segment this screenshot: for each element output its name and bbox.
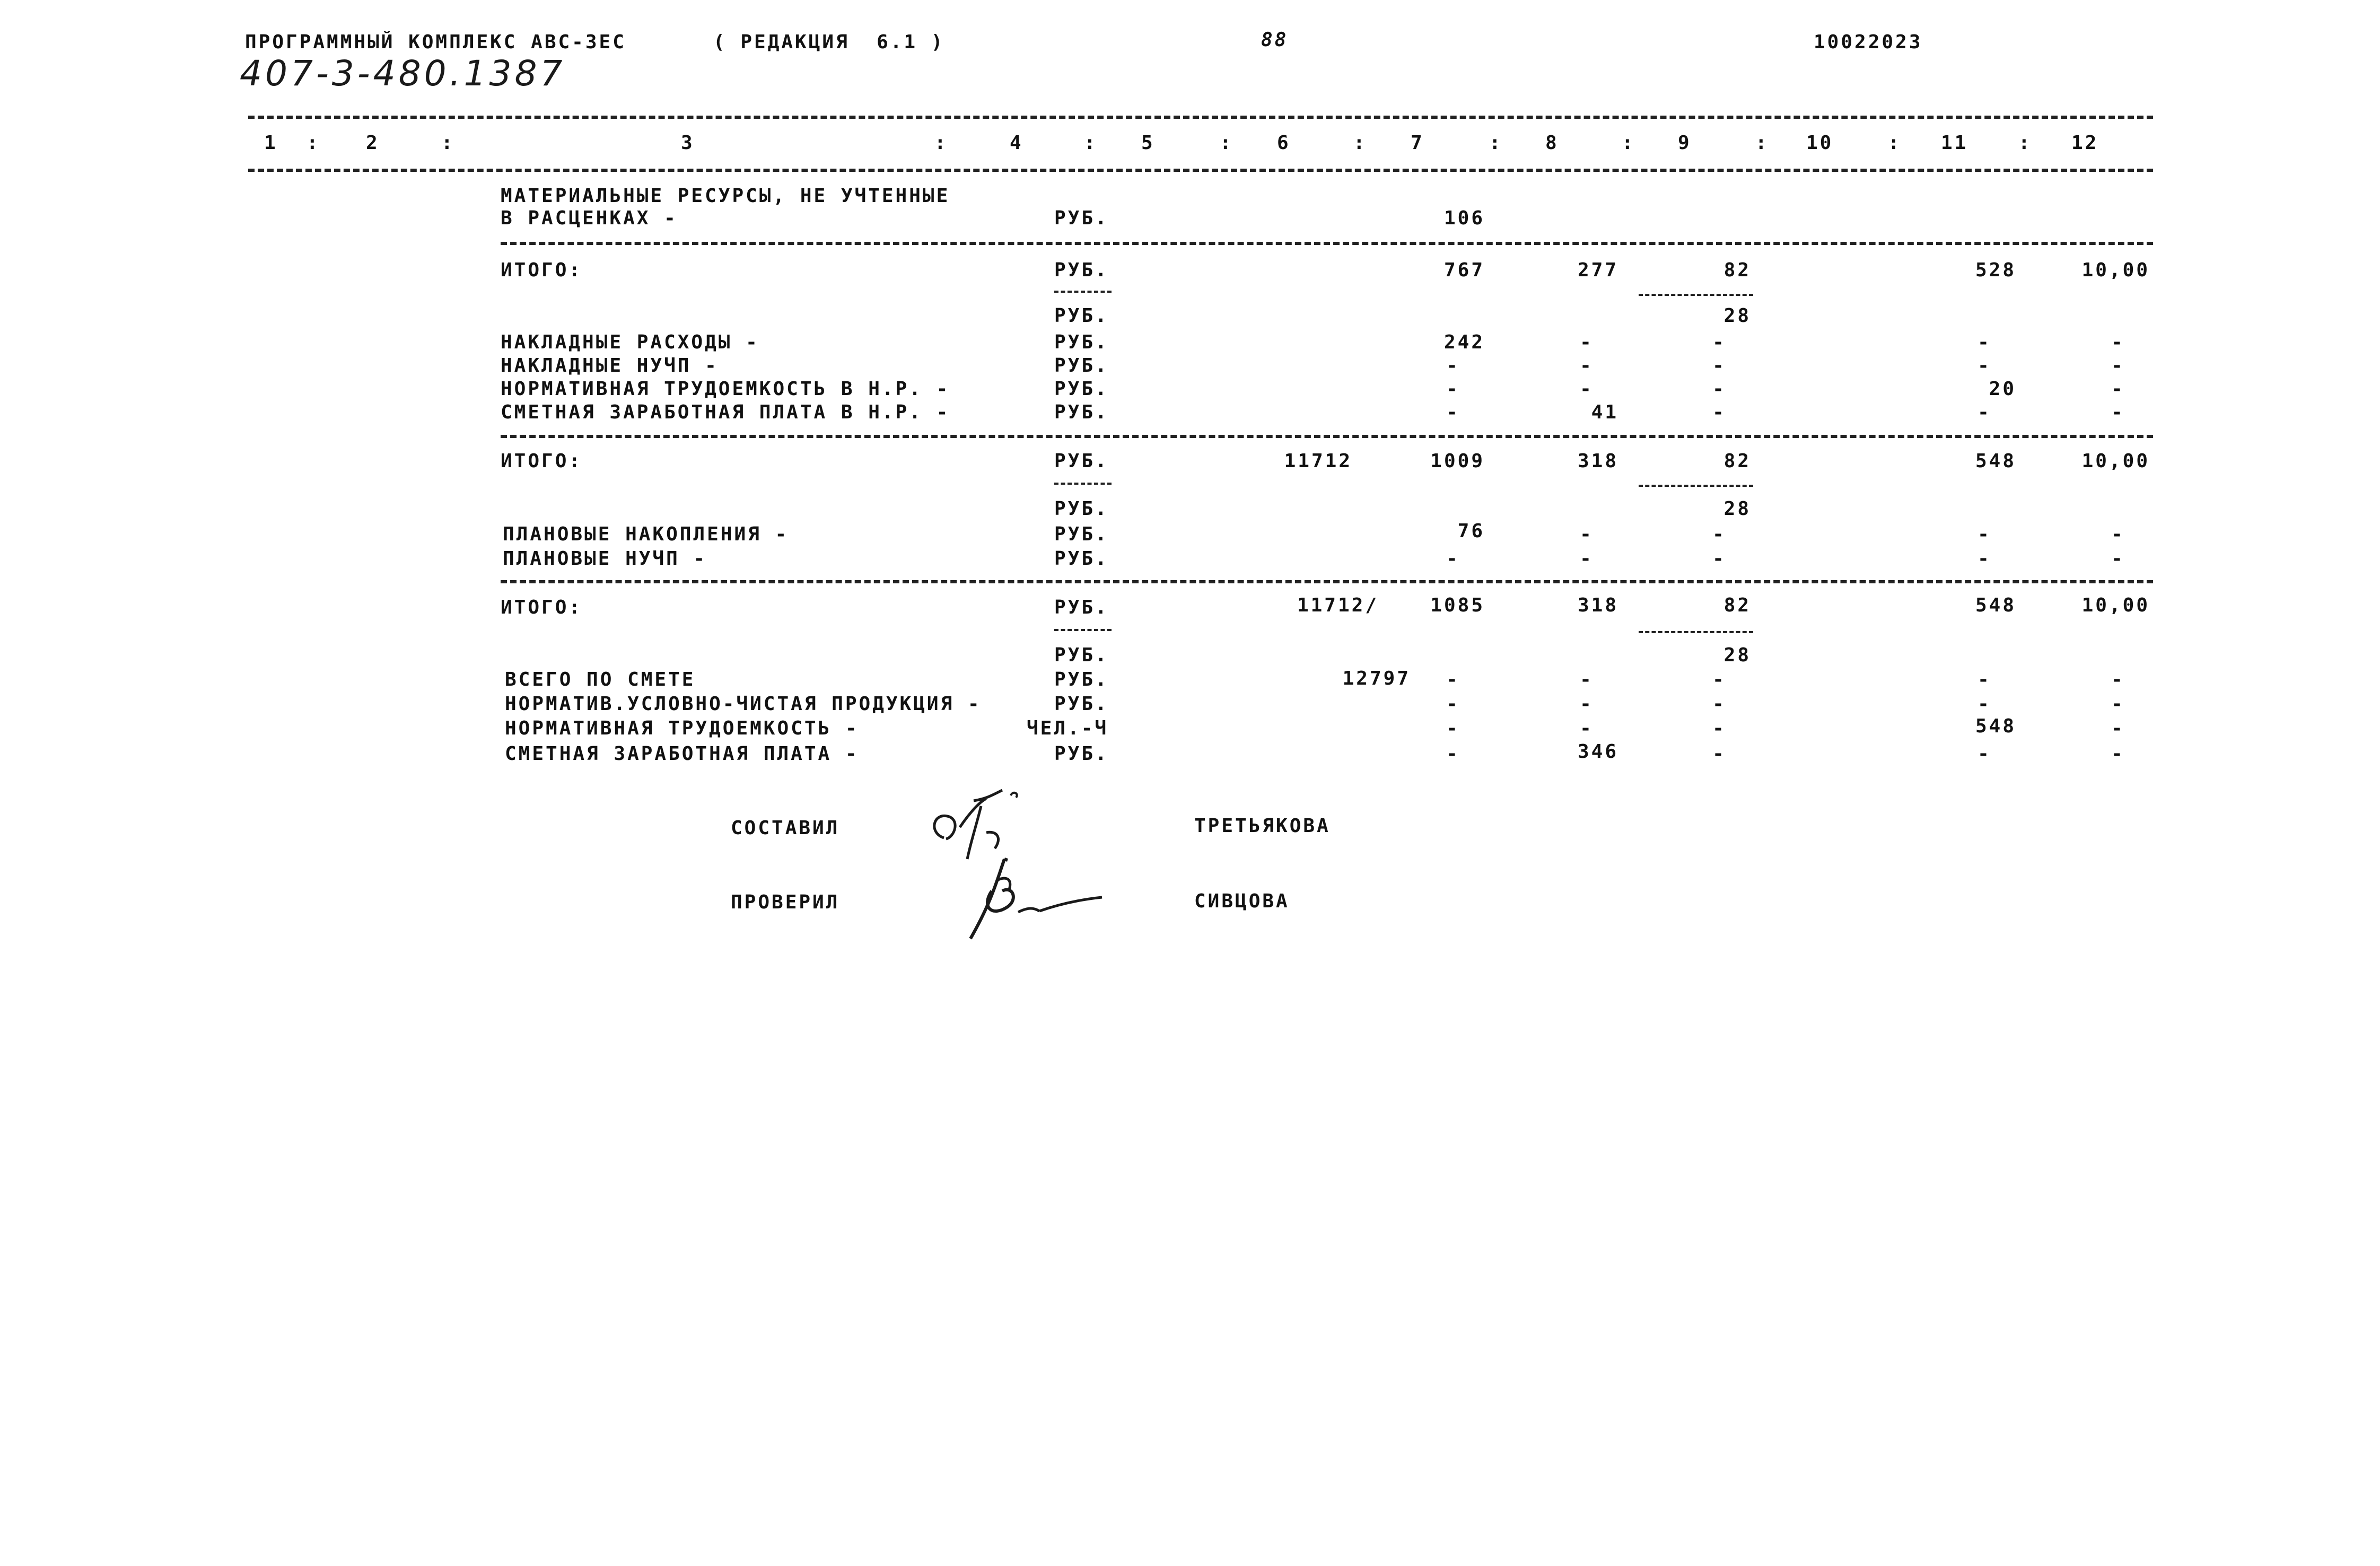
cell-col8: -	[1580, 331, 1594, 353]
cell-col8: -	[1580, 523, 1594, 545]
unit: РУБ.	[1054, 548, 1109, 570]
handwritten-code: 407-3-480.1387	[240, 53, 566, 94]
cell-col9: -	[1712, 743, 1726, 765]
unit-underline	[1054, 483, 1112, 485]
cell-col11: 548	[1975, 715, 2016, 737]
unit-secondary: РУБ.	[1054, 498, 1109, 520]
unit: РУБ.	[1054, 523, 1109, 545]
col-header-8: 8	[1545, 132, 1559, 154]
unit-secondary: РУБ.	[1054, 305, 1109, 327]
cell-col11: 548	[1975, 450, 2016, 472]
col-header-6: 6	[1277, 132, 1291, 154]
cell-col11: -	[1978, 523, 1991, 545]
revision-label: ( РЕДАКЦИЯ 6.1 )	[713, 31, 945, 53]
cell-col12: -	[2111, 718, 2125, 739]
composer-name: ТРЕТЬЯКОВА	[1194, 815, 1331, 837]
col-header-12: 12	[2071, 132, 2099, 154]
unit-underline	[1054, 291, 1112, 293]
cell-col8: -	[1580, 718, 1594, 739]
unit-underline	[1054, 629, 1112, 631]
col-sep: :	[934, 132, 948, 154]
row-label: НОРМАТИВ.УСЛОВНО-ЧИСТАЯ ПРОДУКЦИЯ -	[505, 693, 982, 715]
row-label: СМЕТНАЯ ЗАРАБОТНАЯ ПЛАТА В Н.Р. -	[501, 401, 950, 423]
cell-col9-secondary: 28	[1723, 498, 1751, 520]
cell-col6: 12797	[1342, 668, 1411, 689]
col-sep: :	[1353, 132, 1367, 154]
cell-col8: 318	[1577, 450, 1618, 472]
cell-col7: -	[1446, 693, 1460, 715]
program-title: ПРОГРАММНЫЙ КОМПЛЕКС АВС-3ЕС	[245, 31, 626, 53]
row-label: НАКЛАДНЫЕ НУЧП -	[501, 355, 719, 377]
cell-col11: -	[1978, 331, 1991, 353]
total-label: ИТОГО:	[501, 259, 583, 281]
cell-col9: -	[1712, 548, 1726, 570]
cell-col6: 11712/	[1297, 594, 1379, 616]
cell-col11: -	[1978, 548, 1991, 570]
row-label: НОРМАТИВНАЯ ТРУДОЕМКОСТЬ -	[505, 718, 859, 739]
cell-col6: 11712	[1284, 450, 1352, 472]
cell-col12: 10,00	[2081, 259, 2150, 281]
col9-underline	[1639, 631, 1753, 633]
cell-col8: -	[1580, 693, 1594, 715]
cell-col11: -	[1978, 693, 1991, 715]
header-top-rule	[248, 116, 2153, 119]
checker-signature-icon	[960, 848, 1108, 944]
unit: ЧЕЛ.-Ч	[1027, 718, 1109, 739]
composed-by-label: СОСТАВИЛ	[731, 817, 840, 839]
unit: РУБ.	[1054, 378, 1109, 400]
col-sep: :	[1888, 132, 1902, 154]
cell-col11: 528	[1975, 259, 2016, 281]
cell-col7: 106	[1443, 207, 1485, 229]
col-sep: :	[1755, 132, 1769, 154]
cell-col12: -	[2111, 669, 2125, 690]
unit: РУБ.	[1054, 331, 1109, 353]
cell-col8: 318	[1577, 594, 1618, 616]
row-label-cont: В РАСЦЕНКАХ -	[501, 207, 678, 229]
unit: РУБ.	[1054, 207, 1109, 229]
unit: РУБ.	[1054, 743, 1109, 765]
col-header-4: 4	[1010, 132, 1023, 154]
section-rule	[501, 242, 2153, 245]
cell-col12: -	[2111, 401, 2125, 423]
cell-col9: 82	[1723, 594, 1751, 616]
cell-col8: 41	[1591, 401, 1618, 423]
cell-col11: -	[1978, 355, 1991, 377]
col-sep: :	[1622, 132, 1635, 154]
cell-col7: -	[1446, 718, 1460, 739]
cell-col7: -	[1446, 378, 1460, 400]
cell-col11: -	[1978, 743, 1991, 765]
cell-col11: 20	[1989, 378, 2016, 400]
total-label: ИТОГО:	[501, 597, 583, 618]
cell-col7: 1009	[1430, 450, 1485, 472]
cell-col8: -	[1580, 548, 1594, 570]
cell-col7: 767	[1443, 259, 1485, 281]
cell-col9: -	[1712, 669, 1726, 690]
cell-col7: 76	[1457, 520, 1485, 542]
cell-col12: -	[2111, 743, 2125, 765]
row-label: НОРМАТИВНАЯ ТРУДОЕМКОСТЬ В Н.Р. -	[501, 378, 950, 400]
cell-col11: -	[1978, 669, 1991, 690]
cell-col7: 242	[1443, 331, 1485, 353]
page-number: 88	[1261, 29, 1289, 51]
cell-col12: 10,00	[2081, 594, 2150, 616]
col-sep: :	[441, 132, 455, 154]
section-rule	[501, 435, 2153, 438]
row-label: НАКЛАДНЫЕ РАСХОДЫ -	[501, 331, 759, 353]
cell-col9-secondary: 28	[1723, 644, 1751, 666]
cell-col8: -	[1580, 378, 1594, 400]
cell-col7: -	[1446, 548, 1460, 570]
cell-col11: -	[1978, 401, 1991, 423]
row-label: ВСЕГО ПО СМЕТЕ	[505, 669, 696, 690]
col-header-11: 11	[1941, 132, 1968, 154]
cell-col12: 10,00	[2081, 450, 2150, 472]
col-sep: :	[2018, 132, 2032, 154]
unit: РУБ.	[1054, 450, 1109, 472]
row-label: ПЛАНОВЫЕ НАКОПЛЕНИЯ -	[503, 523, 789, 545]
cell-col9: -	[1712, 523, 1726, 545]
unit: РУБ.	[1054, 597, 1109, 618]
cell-col12: -	[2111, 693, 2125, 715]
cell-col8: -	[1580, 669, 1594, 690]
section-rule	[501, 580, 2153, 583]
total-label: ИТОГО:	[501, 450, 583, 472]
cell-col7: -	[1446, 669, 1460, 690]
cell-col12: -	[2111, 548, 2125, 570]
cell-col9: -	[1712, 718, 1726, 739]
col-sep: :	[1220, 132, 1233, 154]
header-bottom-rule	[248, 169, 2153, 172]
unit: РУБ.	[1054, 401, 1109, 423]
cell-col9: -	[1712, 378, 1726, 400]
checker-name: СИВЦОВА	[1194, 890, 1290, 912]
cell-col7: 1085	[1430, 594, 1485, 616]
row-label: СМЕТНАЯ ЗАРАБОТНАЯ ПЛАТА -	[505, 743, 859, 765]
cell-col9: 82	[1723, 450, 1751, 472]
checked-by-label: ПРОВЕРИЛ	[731, 891, 840, 913]
cell-col11: 548	[1975, 594, 2016, 616]
col9-underline	[1639, 485, 1753, 487]
cell-col7: -	[1446, 355, 1460, 377]
cell-col9: -	[1712, 401, 1726, 423]
row-label: ПЛАНОВЫЕ НУЧП -	[503, 548, 707, 570]
cell-col9: -	[1712, 355, 1726, 377]
row-label: МАТЕРИАЛЬНЫЕ РЕСУРСЫ, НЕ УЧТЕННЫЕ	[501, 185, 950, 207]
cell-col12: -	[2111, 523, 2125, 545]
col-header-5: 5	[1141, 132, 1155, 154]
col-sep: :	[1084, 132, 1098, 154]
cell-col9-secondary: 28	[1723, 305, 1751, 327]
cell-col12: -	[2111, 355, 2125, 377]
col-header-7: 7	[1411, 132, 1424, 154]
cell-col8: 277	[1577, 259, 1618, 281]
unit: РУБ.	[1054, 669, 1109, 690]
cell-col12: -	[2111, 378, 2125, 400]
unit-secondary: РУБ.	[1054, 644, 1109, 666]
cell-col7: -	[1446, 743, 1460, 765]
col-sep: :	[307, 132, 320, 154]
document-number: 10022023	[1814, 31, 1923, 53]
cell-col9: 82	[1723, 259, 1751, 281]
cell-col7: -	[1446, 401, 1460, 423]
col-header-10: 10	[1806, 132, 1834, 154]
cell-col9: -	[1712, 693, 1726, 715]
cell-col8: -	[1580, 355, 1594, 377]
unit: РУБ.	[1054, 259, 1109, 281]
col-header-2: 2	[366, 132, 380, 154]
col-header-3: 3	[681, 132, 695, 154]
cell-col12: -	[2111, 331, 2125, 353]
col9-underline	[1639, 294, 1753, 296]
unit: РУБ.	[1054, 693, 1109, 715]
cell-col8: 346	[1577, 741, 1618, 763]
col-sep: :	[1489, 132, 1503, 154]
col-header-9: 9	[1678, 132, 1692, 154]
unit: РУБ.	[1054, 355, 1109, 377]
cell-col9: -	[1712, 331, 1726, 353]
col-header-1: 1	[264, 132, 278, 154]
